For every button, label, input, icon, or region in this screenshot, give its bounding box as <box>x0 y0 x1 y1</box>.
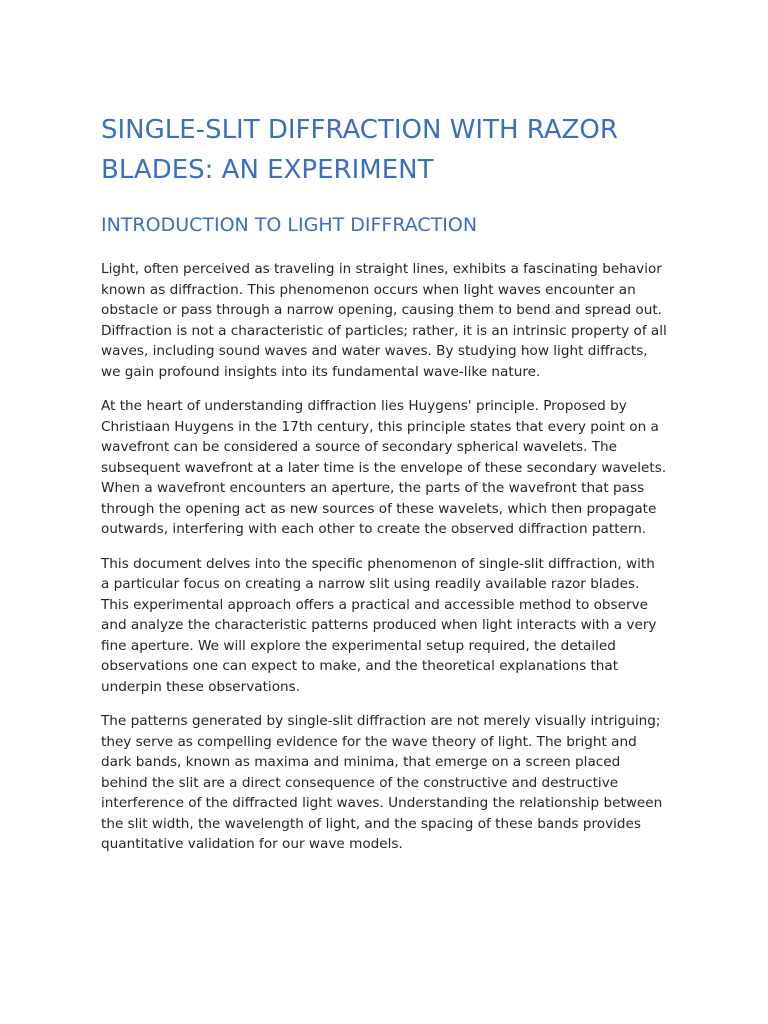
term-huygens-principle: Huygens' principle <box>408 398 535 414</box>
paragraph-document-scope: This document delves into the specific phenomenon of single-slit diffraction, with a particular focus on creating a narrow slit using readily available razor blades. This experimental approach offers a practical and accessible method to observe and analyze the characteristic patterns produced when light interacts with a very fine aperture. We will explore the experimental setup required, the detailed observations one can expect to make, and the theoretical explanations that underpin these observations. <box>101 555 657 695</box>
section-heading-introduction: INTRODUCTION TO LIGHT DIFFRACTION <box>101 214 478 236</box>
paragraph-diffraction-intro <box>101 259 667 382</box>
paragraph-huygens-principle <box>101 396 667 540</box>
paragraph-wave-evidence: The patterns generated by single-slit diffraction are not merely visually intriguing; they serve as compelling evidence for the wave theory of light. The bright and dark bands, known as maxima and minima, that emerge on a screen placed behind the slit are a direct consequence of the constructive and destructive interference of the diffracted light waves. Understanding the relationship between the slit width, the wavelength of light, and the spacing of these bands provides quantitative validation for our wave models. <box>101 713 663 852</box>
paragraph-text-before: Light, often perceived as traveling in straight lines, exhibits a fascinating behavior known as <box>101 261 662 298</box>
document-page <box>101 110 667 855</box>
document-title: SINGLE-SLIT DIFFRACTION WITH RAZOR BLADES: AN EXPERIMENT <box>101 115 618 185</box>
paragraph-text-after: . Proposed by Christiaan Huygens in the 17th century, this principle states that every point on a wavefront can be considered a source of secondary spherical wavelets. The subsequent wavefront at a later time is the envelope of these secondary wavelets. When a wavefront encounters an aperture, the parts of the wavefront that pass through the opening act as new sources of these wavelets, which then propagate outwards, interfering with each other to create the observed diffraction pattern. <box>101 398 667 537</box>
term-diffraction: diffraction <box>169 281 239 298</box>
paragraph-text-after: . This phenomenon occurs when light waves encounter an obstacle or pass through a narrow opening, causing them to bend and spread out. Diffraction is not a characteristic of particles; rather, it is an intrinsic property of all waves, including sound waves and water waves. By studying how light diffracts, we gain profound insights into its fundamental wave-like nature. <box>101 281 667 380</box>
paragraph-text-before: At the heart of understanding diffraction lies <box>101 398 409 414</box>
